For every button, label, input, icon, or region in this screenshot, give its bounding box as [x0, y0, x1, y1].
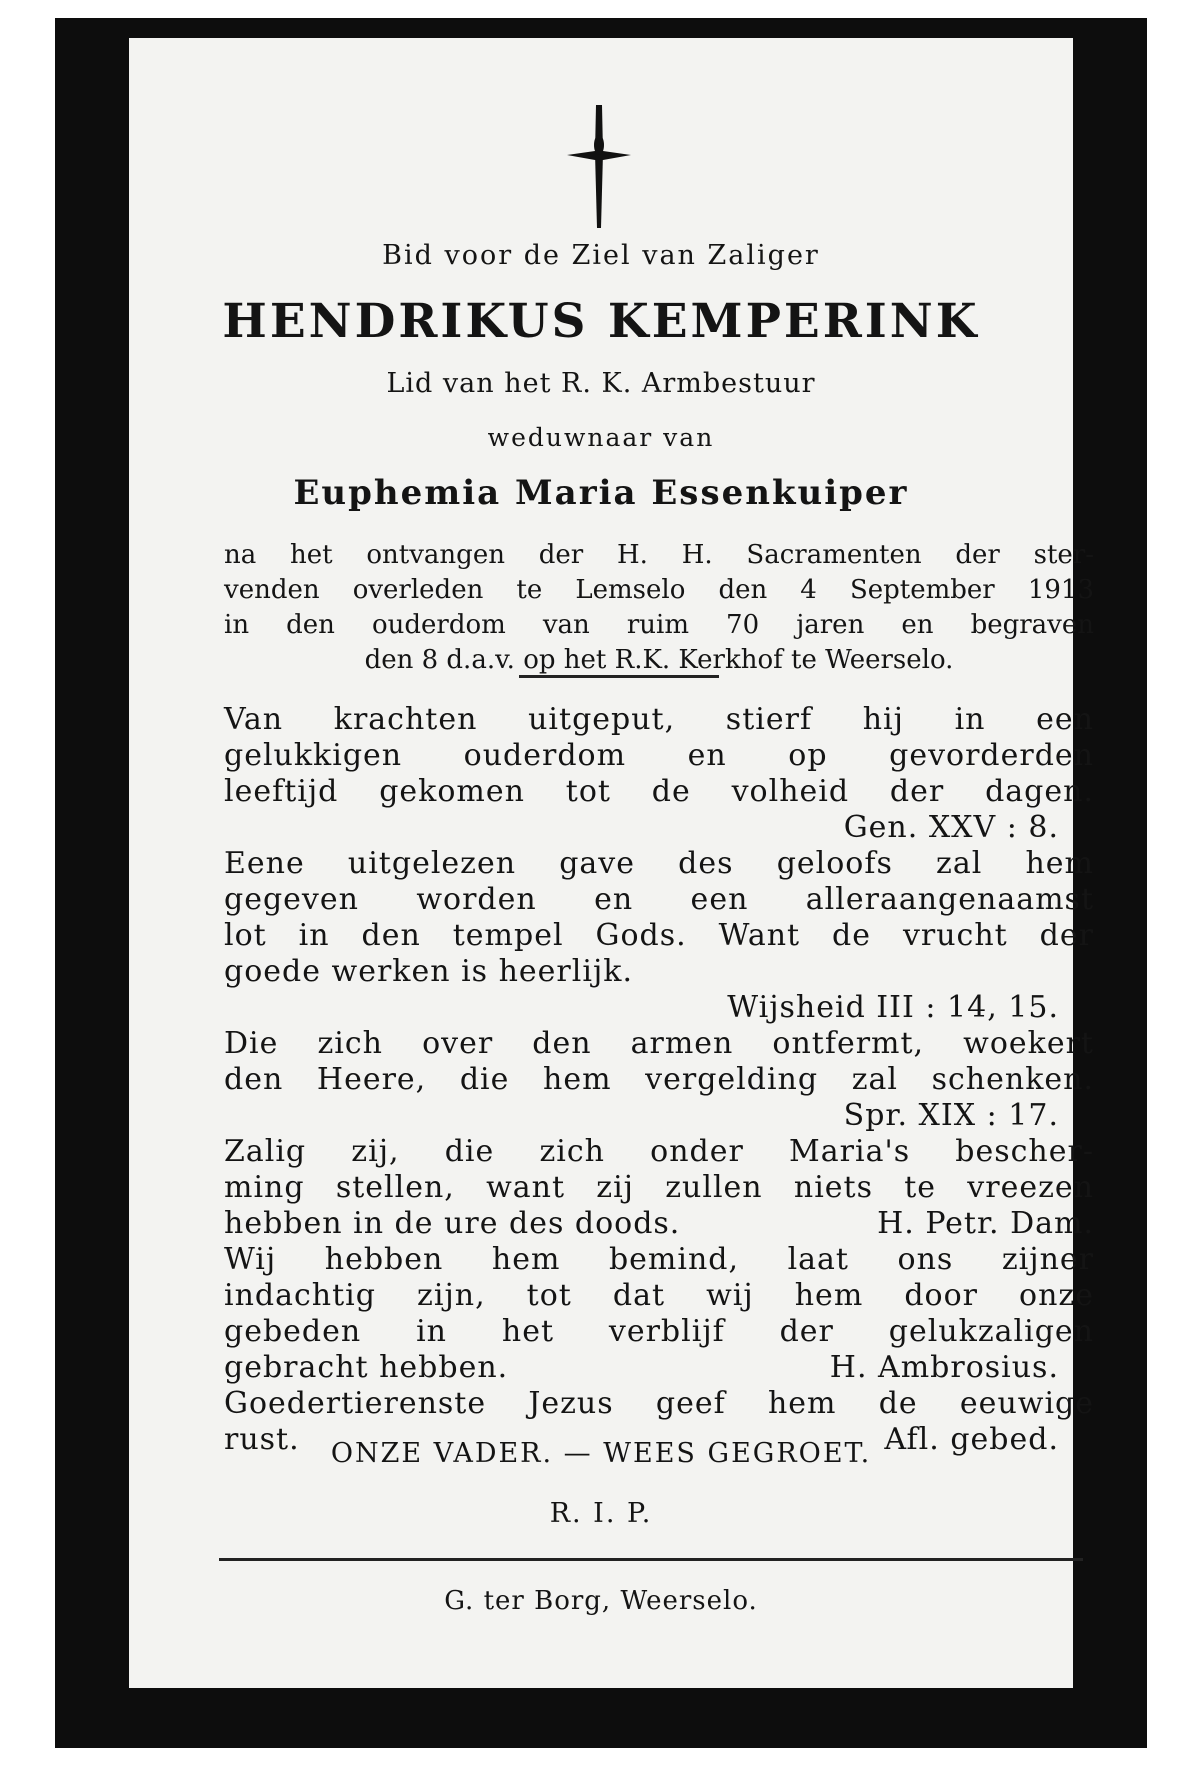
cross-icon [559, 93, 639, 233]
verse-reference: Wijsheid III : 14, 15. [727, 990, 1059, 1025]
intro-line: Bid voor de Ziel van Zaliger [382, 240, 820, 271]
memorial-card [129, 38, 1094, 1688]
verse-reference: Gen. XXV : 8. [843, 810, 1059, 845]
verse-line: Van krachten uitgeput, stierf hij in een [224, 702, 1094, 737]
verse-line: gebracht hebben. [224, 1350, 509, 1385]
widower-line: weduwnaar van [487, 423, 715, 452]
verse-line: ming stellen, want zij zullen niets te vreezen [224, 1170, 1094, 1205]
membership-line: Lid van het R. K. Armbestuur [386, 368, 816, 399]
notice-line: na het ontvangen der H. H. Sacramenten der ster- [224, 540, 1094, 570]
spouse-name: Euphemia Maria Essenkuiper [293, 473, 909, 513]
divider [519, 675, 719, 678]
prayers-line: ONZE VADER. — WEES GEGROET. [330, 1438, 872, 1469]
printer-credit: G. ter Borg, Weerselo. [444, 1586, 758, 1616]
notice-line: den 8 d.a.v. op het R.K. Kerkhof te Weerselo. [364, 645, 954, 675]
verse-line-with-reference [224, 1350, 1094, 1386]
verse-line: Die zich over den armen ontfermt, woekert [224, 1026, 1094, 1061]
verse-line: Wij hebben hem bemind, laat ons zijner [224, 1242, 1094, 1277]
verse-reference: Afl. gebed. [884, 1422, 1059, 1457]
verse-reference: Spr. XIX : 17. [843, 1098, 1059, 1133]
verse-line: lot in den tempel Gods. Want de vrucht der [224, 918, 1094, 953]
footer-divider [219, 1558, 1083, 1561]
verse-line: Zalig zij, die zich onder Maria's bescher- [224, 1134, 1094, 1169]
rip-line: R. I. P. [549, 1498, 653, 1529]
verse-line: gebeden in het verblijf der gelukzaligen [224, 1314, 1094, 1349]
verse-line: indachtig zijn, tot dat wij hem door onze [224, 1278, 1094, 1313]
death-notice [224, 538, 1094, 678]
verse-reference: H. Ambrosius. [829, 1350, 1059, 1385]
verse-reference: H. Petr. Dam. [877, 1206, 1094, 1241]
verse-line: Eene uitgelezen gave des geloofs zal hem [224, 846, 1094, 881]
verse-line: goede werken is heerlijk. [224, 954, 633, 989]
verse-line: leeftijd gekomen tot de volheid der dagen. [224, 774, 1094, 809]
verses-block [224, 702, 1094, 1458]
verse-line: den Heere, die hem vergelding zal schenken. [224, 1062, 1094, 1097]
notice-line: venden overleden te Lemselo den 4 September 1913 [224, 575, 1094, 605]
verse-line: Goedertierenste Jezus geef hem de eeuwige [224, 1386, 1094, 1421]
verse-line: gegeven worden en een alleraangenaamst [224, 882, 1094, 917]
deceased-name: HENDRIKUS KEMPERINK [222, 294, 980, 349]
verse-line: gelukkigen ouderdom en op gevorderden [224, 738, 1094, 773]
verse-line-with-reference [224, 1206, 1094, 1242]
notice-line: in den ouderdom van ruim 70 jaren en begraven [224, 610, 1094, 640]
verse-line: hebben in de ure des doods. [224, 1206, 681, 1241]
verse-line: rust. [224, 1422, 300, 1457]
